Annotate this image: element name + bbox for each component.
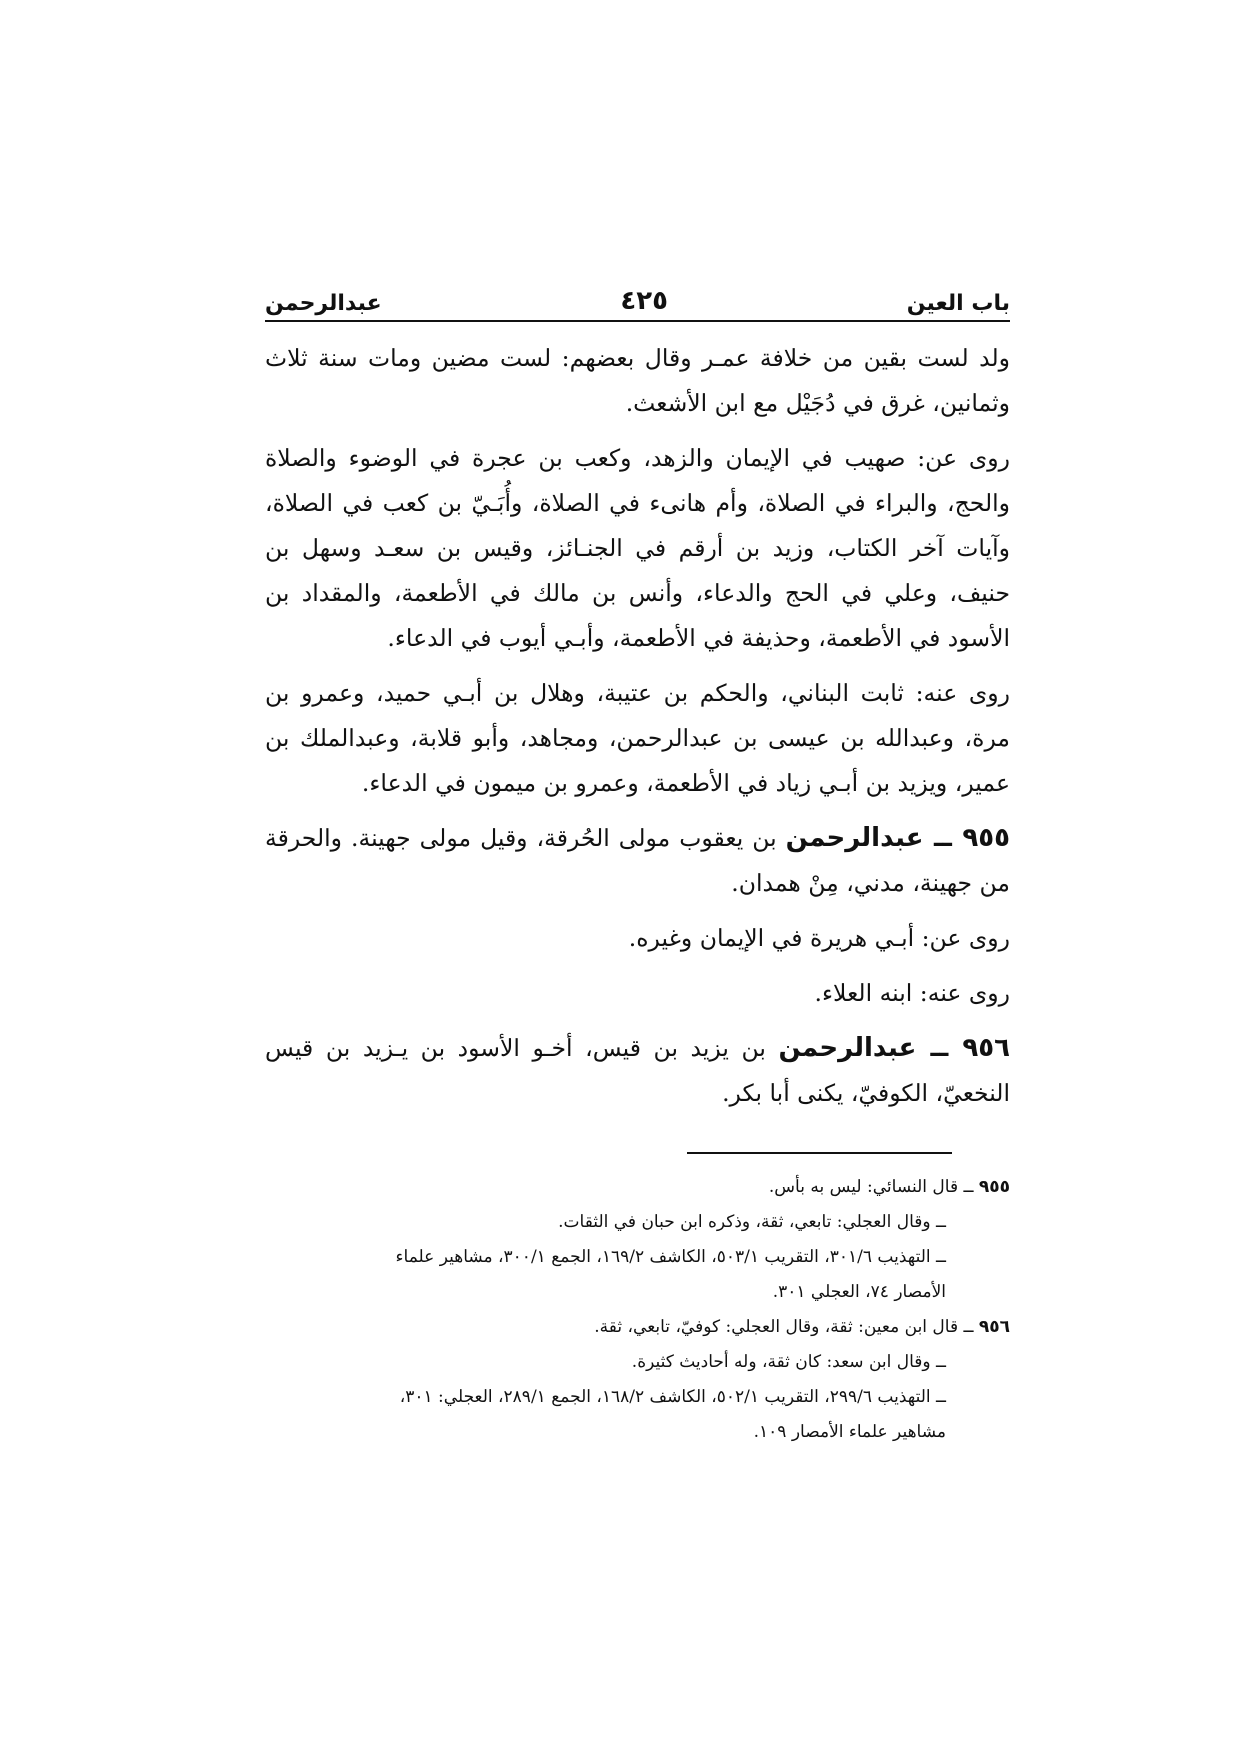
chapter-title: باب العين: [906, 291, 1010, 316]
section-title: عبدالرحمن: [265, 291, 382, 316]
paragraph: ولد لست بقين من خلافة عمـر وقال بعضهم: لست مضين ومات سنة ثلاث وثمانين، غرق في دُجَيْل مع ابن الأشعث.: [265, 344, 1010, 417]
entry-heading: ٩٥٥ ــ عبدالرحمن: [785, 823, 1011, 853]
main-text: [265, 336, 1010, 1116]
footnote-line: مشاهير علماء الأمصار ١٠٩.: [753, 1422, 946, 1442]
footnote-number: ٩٥٥: [978, 1177, 1010, 1197]
footnote-rule: [687, 1152, 952, 1154]
running-header: [265, 282, 1010, 316]
footnotes: [265, 1170, 1010, 1450]
entry-956: [265, 1026, 1010, 1116]
footnote-line: الأمصار ٧٤، العجلي ٣٠١.: [772, 1282, 946, 1302]
footnote-line: ٩٥٦ ــ قال ابن معين: ثقة، وقال العجلي: كوفيّ، تابعي، ثقة.: [594, 1317, 1010, 1337]
header-rule: [265, 320, 1010, 322]
footnote-number: ٩٥٦: [978, 1317, 1010, 1337]
entry-heading: ٩٥٦ ــ عبدالرحمن: [778, 1033, 1011, 1063]
entry-text: بن يزيد بن قيس، أخـو الأسود بن يـزيد بن قيس النخعيّ، الكوفيّ، يكنى أبا بكر.: [265, 1034, 1010, 1107]
book-page: [265, 282, 1010, 1450]
footnote-line: ــ وقال ابن سعد: كان ثقة، وله أحاديث كثيرة.: [631, 1352, 946, 1372]
footnote-line: ــ التهذيب ٢٩٩/٦، التقريب ٥٠٢/١، الكاشف ١٦٨/٢، الجمع ٢٨٩/١، العجلي: ٣٠١،: [399, 1387, 946, 1407]
footnote-line: ٩٥٥ ــ قال النسائي: ليس به بأس.: [768, 1177, 1010, 1197]
entry-955-narrated-from: روى عن: أبـي هريرة في الإيمان وغيره.: [628, 924, 1010, 952]
footnote-line: ــ وقال العجلي: تابعي، ثقة، وذكره ابن حبان في الثقات.: [558, 1212, 946, 1232]
page-number: ٤٢٥: [620, 286, 668, 316]
entry-955-narrated-by: روى عنه: ابنه العلاء.: [814, 979, 1010, 1007]
entry-955: [265, 816, 1010, 906]
paragraph: روى عن: صهيب في الإيمان والزهد، وكعب بن عجرة في الوضوء والصلاة والحج، والبراء في الصلاة، وأم هانىء في الصلاة، وأُبَـيّ بن كعب في الصلاة، وآيات آخر الكتاب، وزيد بن أرقم في الجنـائز، وقيس بن سعـد وسهل بن حنيف، وعلي في الحج والدعاء، وأنس بن مالك في الأطعمة، والمقداد بن الأسود في الأطعمة، وحذيفة في الأطعمة، وأبـي أيوب في الدعاء.: [265, 444, 1010, 652]
footnote-line: ــ التهذيب ٣٠١/٦، التقريب ٥٠٣/١، الكاشف ١٦٩/٢، الجمع ٣٠٠/١، مشاهير علماء: [395, 1247, 946, 1267]
entry-text: بن يعقوب مولى الحُرقة، وقيل مولى جهينة. والحرقة من جهينة، مدني، مِنْ همدان.: [265, 824, 1010, 897]
paragraph: روى عنه: ثابت البناني، والحكم بن عتيبة، وهلال بن أبـي حميد، وعمرو بن مرة، وعبدالله بن عيسى بن عبدالرحمن، ومجاهد، وأبو قلابة، وعبدالملك بن عمير، ويزيد بن أبـي زياد في الأطعمة، وعمرو بن ميمون في الدعاء.: [265, 679, 1010, 797]
